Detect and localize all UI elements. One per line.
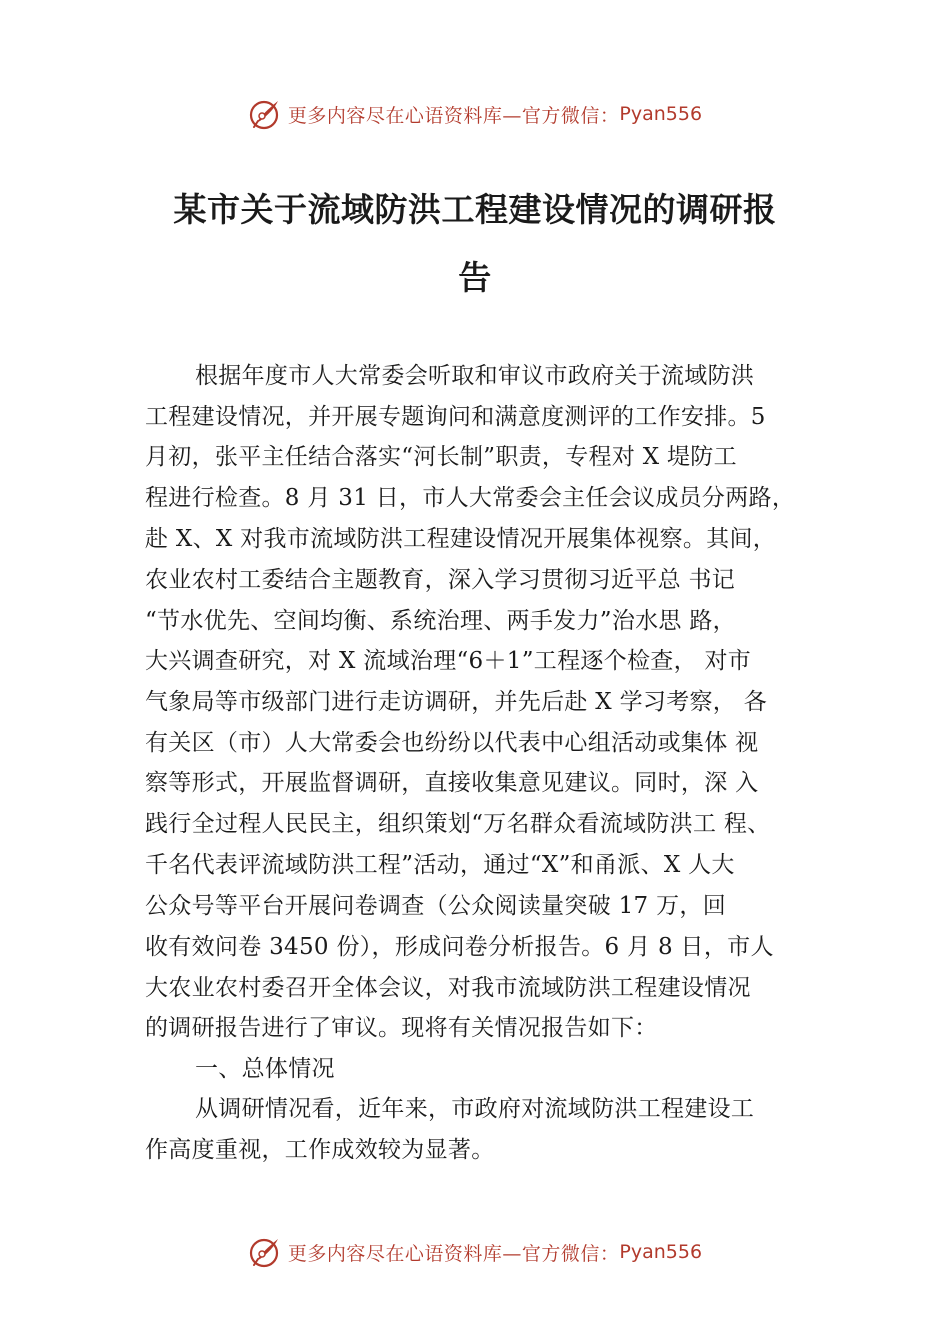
document-title-line-1: 某市关于流域防洪工程建设情况的调研报 [173, 190, 777, 229]
watermark-wechat-id: Pyan556 [619, 1241, 703, 1263]
body-line-1: 根据年度市人大常委会听取和审议市政府关于流域防洪 [195, 363, 755, 389]
body-line-19: 从调研情况看，近年来，市政府对流域防洪工程建设工 [195, 1096, 755, 1122]
quill-logo-icon [248, 1235, 282, 1269]
body-line-8: 大兴调查研究，对 X 流域治理“6＋1”工程逐个检查， 对市 [145, 648, 752, 674]
body-line-10: 有关区（市）人大常委会也纷纷以代表中心组活动或集体 视 [145, 730, 759, 756]
document-title-line-2: 告 [458, 258, 492, 297]
body-line-15: 收有效问卷 3450 份），形成问卷分析报告。6 月 8 日，市人 [145, 934, 774, 960]
body-line-3: 月初，张平主任结合落实“河长制”职责，专程对 X 堤防工 [145, 444, 737, 470]
body-line-6: 农业农村工委结合主题教育，深入学习贯彻习近平总 书记 [145, 567, 736, 593]
watermark-text: 更多内容尽在心语资料库—官方微信： [287, 104, 620, 127]
watermark-banner-top [0, 94, 950, 134]
body-line-12: 践行全过程人民民主，组织策划“万名群众看流域防洪工 程、 [145, 811, 771, 837]
body-line-16: 大农业农村委召开全体会议，对我市流域防洪工程建设情况 [145, 975, 751, 1001]
body-line-14: 公众号等平台开展问卷调查（公众阅读量突破 17 万，回 [145, 893, 726, 919]
watermark-banner-bottom [0, 1232, 950, 1272]
body-line-4: 程进行检查。8 月 31 日，市人大常委会主任会议成员分两路， [145, 485, 796, 511]
body-line-5: 赴 X、X 对我市流域防洪工程建设情况开展集体视察。其间， [145, 526, 777, 552]
body-line-9: 气象局等市级部门进行走访调研，并先后赴 X 学习考察， 各 [145, 689, 768, 715]
body-line-13: 千名代表评流域防洪工程”活动，通过“X”和甬派、X 人大 [145, 852, 735, 878]
body-line-7: “节水优先、空间均衡、系统治理、两手发力”治水思 路， [145, 608, 736, 634]
body-line-20: 作高度重视，工作成效较为显著。 [145, 1137, 495, 1163]
watermark-text: 更多内容尽在心语资料库—官方微信： [287, 1242, 620, 1265]
body-line-11: 察等形式，开展监督调研，直接收集意见建议。同时，深 入 [145, 770, 759, 796]
body-line-2: 工程建设情况，并开展专题询问和满意度测评的工作安排。5 [145, 404, 766, 430]
watermark-wechat-id: Pyan556 [619, 103, 703, 125]
quill-logo-icon [248, 97, 282, 131]
section-heading-overview: 一、总体情况 [195, 1056, 335, 1082]
body-line-17: 的调研报告进行了审议。现将有关情况报告如下： [145, 1015, 658, 1041]
